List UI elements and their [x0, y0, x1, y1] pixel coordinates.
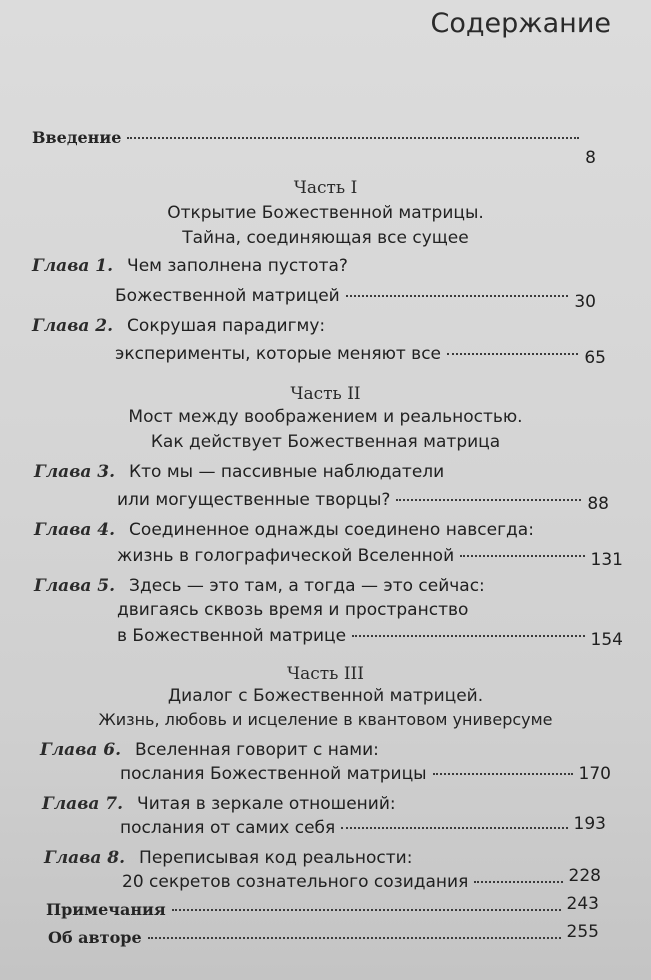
entry-label: Введение — [32, 128, 122, 147]
chapter-title-line1: Соединенное однажды соединено навсегда: — [129, 520, 534, 540]
chapter-title-line1: Сокрушая парадигму: — [127, 316, 326, 336]
page-number: 65 — [584, 348, 606, 368]
part-heading: Часть I — [293, 178, 358, 198]
toc-entry-about[interactable] — [48, 922, 599, 948]
page-title: Содержание — [430, 8, 611, 39]
chapter-title-line1: Читая в зеркале отношений: — [137, 794, 396, 814]
leader-dots — [148, 937, 561, 939]
part-title: Мост между воображением и реальностью. — [128, 407, 523, 427]
chapter-title-line1: Переписывая код реальности: — [139, 848, 413, 868]
entry-label: Примечания — [46, 900, 166, 919]
page-number: 170 — [578, 764, 611, 784]
chapter-title-line2: эксперименты, которые меняют все — [115, 344, 442, 364]
chapter-number: Глава 5. — [34, 576, 116, 596]
chapter-number: Глава 2. — [32, 316, 114, 336]
leader-dots — [460, 555, 584, 557]
chapter-title-line2: двигаясь сквозь время и пространство — [117, 600, 469, 620]
part-heading: Часть II — [290, 384, 361, 404]
page-number: 88 — [587, 494, 609, 514]
toc-entry-chapter-4-line2[interactable] — [117, 546, 623, 570]
page-number: 154 — [590, 630, 623, 650]
toc-entry-intro[interactable] — [32, 128, 596, 168]
part-subtitle: Жизнь, любовь и исцеление в квантовом универсуме — [98, 710, 553, 729]
toc-entry-chapter-8-line2[interactable] — [122, 866, 601, 892]
toc-entry-chapter-1[interactable] — [32, 256, 348, 276]
toc-entry-chapter-7[interactable] — [42, 794, 396, 814]
toc-entry-chapter-7-line2[interactable] — [120, 814, 606, 838]
page-number: 131 — [590, 550, 623, 570]
chapter-number: Глава 6. — [40, 740, 122, 760]
toc-entry-chapter-5-line2[interactable] — [117, 600, 468, 620]
leader-dots — [447, 353, 578, 355]
part-subtitle: Как действует Божественная матрица — [150, 432, 501, 452]
toc-entry-chapter-2[interactable] — [32, 316, 325, 336]
toc-entry-chapter-4[interactable] — [34, 520, 534, 540]
entry-label: Об авторе — [48, 928, 142, 947]
toc-entry-notes[interactable] — [46, 894, 599, 920]
chapter-title-line2: или могущественные творцы? — [117, 490, 391, 510]
toc-entry-chapter-1-line2[interactable] — [115, 286, 596, 312]
leader-dots — [433, 773, 573, 775]
toc-entry-chapter-5-line3[interactable] — [117, 626, 623, 650]
chapter-title-line2: Божественной матрицей — [115, 286, 340, 306]
toc-entry-chapter-6[interactable] — [40, 740, 379, 760]
page-number: 243 — [566, 894, 599, 914]
leader-dots — [172, 909, 561, 911]
leader-dots — [474, 881, 562, 883]
leader-dots — [346, 295, 569, 297]
part-title: Диалог с Божественной матрицей. — [167, 686, 484, 706]
chapter-number: Глава 8. — [44, 848, 126, 868]
chapter-title-line3: в Божественной матрице — [117, 626, 347, 646]
part-heading: Часть III — [286, 664, 364, 684]
leader-dots — [352, 635, 584, 637]
part-title: Открытие Божественной матрицы. — [167, 203, 484, 223]
toc-entry-chapter-3-line2[interactable] — [117, 490, 609, 514]
leader-dots — [396, 499, 581, 501]
leader-dots — [341, 827, 567, 829]
chapter-title-line2: послания от самих себя — [120, 818, 336, 838]
chapter-title-line1: Вселенная говорит с нами: — [135, 740, 379, 760]
leader-dots — [127, 137, 579, 139]
chapter-title-line2: послания Божественной матрицы — [120, 764, 427, 784]
chapter-title-line2: жизнь в голографической Вселенной — [117, 546, 455, 566]
toc-entry-chapter-2-line2[interactable] — [115, 344, 606, 368]
chapter-title-line1: Чем заполнена пустота? — [127, 256, 348, 276]
chapter-number: Глава 4. — [34, 520, 116, 540]
page-number: 8 — [585, 148, 596, 168]
toc-entry-chapter-6-line2[interactable] — [120, 764, 611, 784]
toc-entry-chapter-5[interactable] — [34, 576, 485, 596]
page-number: 255 — [566, 922, 599, 942]
page-number: 193 — [573, 814, 606, 834]
chapter-number: Глава 1. — [32, 256, 114, 276]
page-number: 30 — [574, 292, 596, 312]
page-number: 228 — [568, 866, 601, 886]
chapter-title-line1: Кто мы — пассивные наблюдатели — [129, 462, 445, 482]
chapter-number: Глава 3. — [34, 462, 116, 482]
chapter-number: Глава 7. — [42, 794, 124, 814]
toc-entry-chapter-3[interactable] — [34, 462, 444, 482]
toc-entry-chapter-8[interactable] — [44, 848, 412, 868]
chapter-title-line2: 20 секретов сознательного созидания — [122, 872, 469, 892]
chapter-title-line1: Здесь — это там, а тогда — это сейчас: — [129, 576, 485, 596]
part-subtitle: Тайна, соединяющая все сущее — [182, 228, 469, 248]
